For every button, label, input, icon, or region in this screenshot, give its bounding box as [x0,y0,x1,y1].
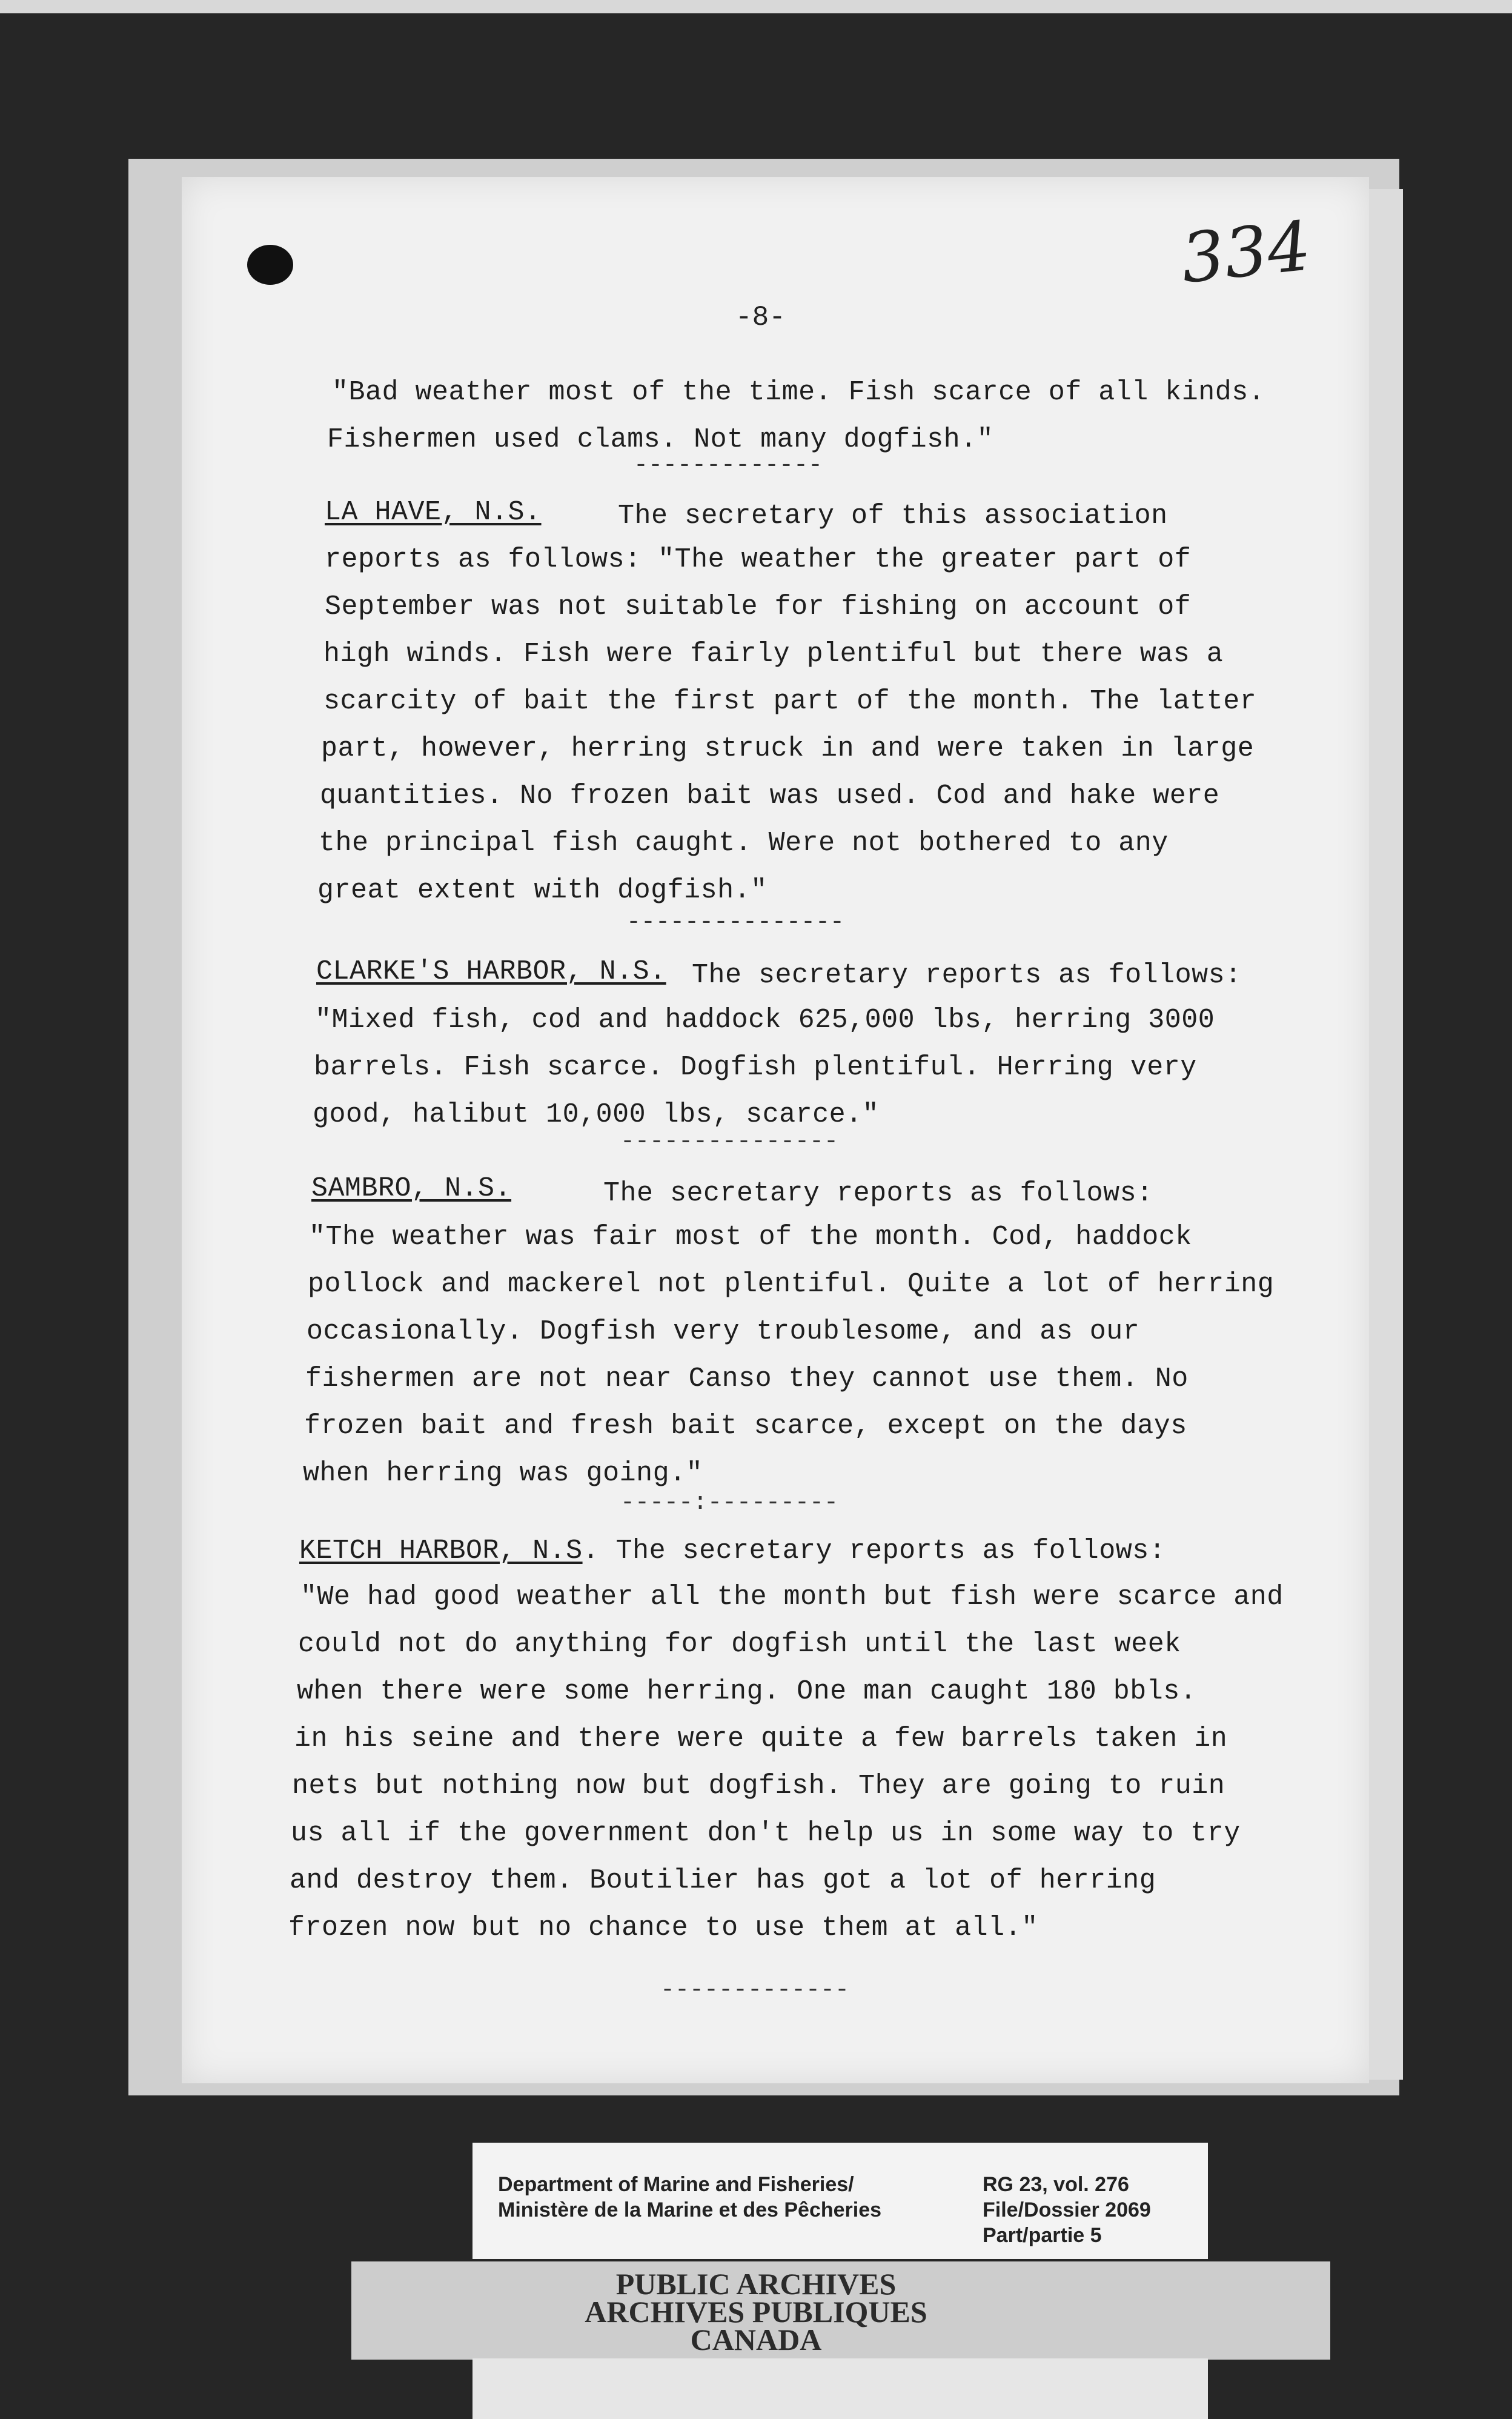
sambro-line: when herring was going." [303,1458,703,1489]
ketch-harbor-line: us all if the government don't help us in some way to try [291,1818,1241,1849]
ketch-harbor-line: when there were some herring. One man caught 180 bbls. [297,1676,1197,1707]
la-have-line: reports as follows: "The weather the greater part of [325,544,1192,575]
archives-stamp-line-3: CANADA [690,2323,822,2357]
section-separator: -----:--------- [620,1489,839,1517]
sambro-line: fishermen are not near Canso they cannot use them. No [305,1363,1189,1394]
clarkes-harbor-line: "Mixed fish, cod and haddock 625,000 lbs, herring 3000 [315,1005,1215,1036]
sambro-line: pollock and mackerel not plentiful. Quite a lot of herring [308,1269,1275,1300]
la-have-line: high winds. Fish were fairly plentiful but there was a [323,639,1224,670]
section-separator: --------------- [626,909,845,936]
intro-line: Fishermen used clams. Not many dogfish." [327,424,994,455]
ketch-harbor-line: in his seine and there were quite a few barrels taken in [294,1723,1228,1754]
section-separator: ------------- [660,1977,850,2004]
section-heading-ketch-harbor: KETCH HARBOR, N.S [299,1536,583,1566]
section-heading-la-have: LA HAVE, N.S. [325,497,542,528]
sambro-intro: The secretary reports as follows: [603,1178,1153,1209]
la-have-line: part, however, herring struck in and were taken in large [321,733,1255,764]
sambro-line: occasionally. Dogfish very troublesome, and as our [307,1316,1140,1347]
ketch-harbor-line: and destroy them. Boutilier has got a lot of herring [290,1865,1156,1896]
archives-stamp-line-1: PUBLIC ARCHIVES [615,2267,897,2301]
record-group: RG 23, vol. 276 [983,2173,1129,2196]
section-separator: ------------- [634,452,823,479]
section-heading-sambro: SAMBRO, N.S. [311,1173,512,1204]
ketch-harbor-line: could not do anything for dogfish until the last week [298,1629,1181,1660]
archives-stamp-footer [472,2358,1208,2419]
sambro-line: frozen bait and fresh bait scarce, except on the days [304,1411,1187,1442]
ketch-harbor-line: nets but nothing now but dogfish. They are going to ruin [292,1771,1225,1802]
la-have-line: great extent with dogfish." [317,875,768,906]
page-number: -8- [735,302,786,333]
archive-reference-label [472,2143,1208,2259]
la-have-line: quantities. No frozen bait was used. Cod and hake were [320,780,1220,811]
ketch-harbor-intro: . The secretary reports as follows: [582,1536,1166,1566]
la-have-line: scarcity of bait the first part of the month. The latter [323,686,1257,717]
clarkes-harbor-line: good, halibut 10,000 lbs, scarce." [313,1099,880,1130]
sambro-line: "The weather was fair most of the month. Cod, haddock [309,1222,1192,1253]
clarkes-harbor-intro: The secretary reports as follows: [692,960,1242,991]
ketch-harbor-line: frozen now but no chance to use them at all." [288,1912,1038,1943]
clarkes-harbor-line: barrels. Fish scarce. Dogfish plentiful. Herring very [314,1052,1197,1083]
ketch-harbor-first-line [299,1536,1166,1566]
archives-stamp-line-2: ARCHIVES PUBLIQUES [585,2295,927,2329]
section-heading-clarkes-harbor: CLARKE'S HARBOR, N.S. [316,956,666,987]
ketch-harbor-line: "We had good weather all the month but fish were scarce and [300,1582,1284,1612]
department-name-en: Department of Marine and Fisheries/ [498,2173,854,2196]
section-separator: --------------- [620,1128,839,1156]
handwritten-folio-number: 334 [1177,207,1315,299]
intro-line: "Bad weather most of the time. Fish scarce of all kinds. [332,377,1265,408]
file-dossier: File/Dossier 2069 [983,2198,1151,2221]
la-have-line: September was not suitable for fishing on account of [325,591,1192,622]
part-partie: Part/partie 5 [983,2224,1102,2247]
department-name-fr: Ministère de la Marine et des Pêcheries [498,2198,882,2221]
la-have-line: the principal fish caught. Were not bothered to any [319,828,1169,859]
la-have-intro: The secretary of this association [618,501,1168,531]
